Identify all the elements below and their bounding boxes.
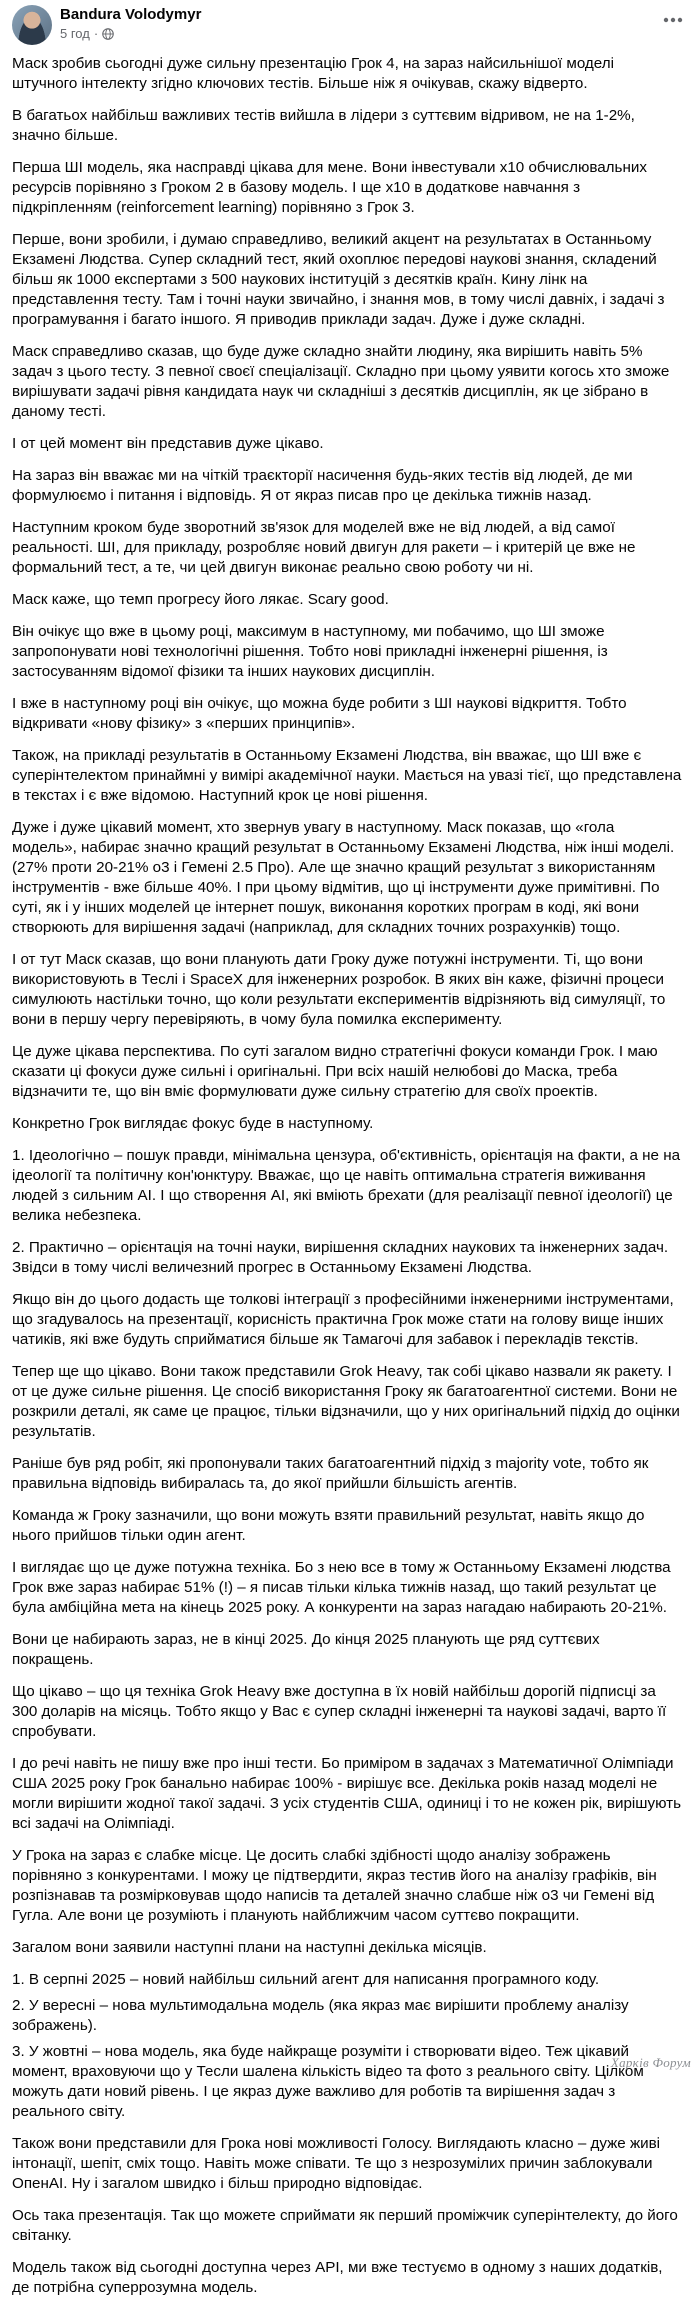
post-header	[12, 4, 687, 44]
post-paragraph: Конкретно Грок виглядає фокус буде в наступному.	[12, 1115, 374, 1132]
post-paragraph: І от тут Маск сказав, що вони планують дати Гроку дуже потужні інструменти. Ті, що вони використовують в Теслі і SpaceX для інженерних розробок. В яких він каже, фізичні процеси симулюють настільки точно, що коли результати експериментів відрізняють від симуляції, то вони в першу чергу перевіряють, в чому була помилка експерименту.	[12, 951, 666, 1028]
post-paragraph: І вже в наступному році він очікує, що можна буде робити з ШІ наукові відкриття. Тобто відкривати «нову фізику» з «перших принципів».	[12, 695, 627, 732]
post-paragraph: Модель також від сьогодні доступна через API, ми вже тестуємо в одному з наших додатків, де потрібна суперрозумна модель.	[12, 2259, 663, 2296]
post-paragraph: Маск зробив сьогодні дуже сильну презентацію Грок 4, на зараз найсильнішої моделі штучного інтелекту згідно ключових тестів. Більше ніж я очікував, скажу відверто.	[12, 55, 614, 92]
post-paragraph: Що цікаво – що ця техніка Grok Heavy вже доступна в їх новій найбільш дорогій підписці за 300 доларів на місяць. Тобто якщо у Вас є супер складні інженерні та наукові задачі, варто її спробувати.	[12, 1683, 667, 1740]
post-paragraph: І от цей момент він представив дуже цікаво.	[12, 435, 324, 452]
post-list-item: 2. У вересні – нова мультимодальна модель (яка якраз має вирішити проблему аналізу зображень).	[12, 1997, 629, 2034]
post-time[interactable]: 5 год	[60, 26, 90, 41]
post-paragraph: Ось така презентація. Так що можете сприймати як перший проміжчик суперінтелекту, до його світанку.	[12, 2207, 678, 2244]
post-list-item: 1. Ідеологічно – пошук правди, мінімальна цензура, об'єктивність, орієнтація на факти, а не на ідеології та політичну кон'юнктуру. Вважає, що це навіть оптимальна стратегія виживання людей з сильним AI. І що створення AI, які вміють брехати (для реалізації певної ідеології) це велика небезпека.	[12, 1147, 681, 1224]
post-list-item: 3. У жовтні – нова модель, яка буде найкраще розуміти і створювати відео. Теж цікавий момент, враховуючи що у Тесли шалена кількість відео та фото з реального світу. Цілком можуть дати новий рівень. І це якраз дуже важливо для роботів та вирішення задач з реального світу.	[12, 2043, 644, 2120]
post-paragraph: Наступним кроком буде зворотний зв'язок для моделей вже не від людей, а від самої реальності. ШІ, для прикладу, розробляє новий двигун для ракети – і критерій це вже не формальний тест, а те, чи цей двигун виконає реально свою роботу чи ні.	[12, 519, 636, 576]
post-paragraph: І до речі навіть не пишу вже про інші тести. Бо приміром в задачах з Математичної Олімпіади США 2025 року Грок банально набирає 100% - вирішує все. Декілька років назад моделі не могли вирішити жодної такої задачі. З усіх студентів США, одиниці і то не кожен рік, вирішують всі задачі на Олімпіаді.	[12, 1755, 681, 1832]
post-paragraph: Перше, вони зробили, і думаю справедливо, великий акцент на результатах в Останньому Екзамені Людства. Супер складний тест, який охоплює передові наукові знання, складений більш як 1000 експертами з 500 наукових інституцій з десятків країн. Кину лінк на представлення тесту. Там і точні науки звичайно, і знання мов, в тому числі давніх, і задачі з програмування і багато іншого. Я приводив приклади задач. Дуже і дуже складні.	[12, 231, 665, 328]
post-paragraph: Дуже і дуже цікавий момент, хто звернув увагу в наступному. Маск показав, що «гола модель», набирає значно кращий результат в Останньому Екзамені Людства, ніж інші моделі. (27% проти 20-21% о3 і Гемені 2.5 Про). Але ще значно кращий результат з використанням інструментів - вже більше 40%. І при цьому відмітив, що ці інструменти дуже примітивні. По суті, як і у інших моделей це інтернет пошук, виконання коротких програм в коді, які вони створюють для вирішення задачі (наприклад, для складних точних розрахунків) тощо.	[12, 819, 675, 936]
author-name[interactable]: Bandura Volodymyr	[60, 6, 202, 23]
post-paragraph: В багатьох найбільш важливих тестів вийшла в лідери з суттєвим відривом, не на 1-2%, значно більше.	[12, 107, 635, 144]
post-paragraph: Команда ж Гроку зазначили, що вони можуть взяти правильний результат, навіть якщо до нього прийшов тільки один агент.	[12, 1507, 645, 1544]
post-paragraph: На зараз він вважає ми на чіткій траєкторії насичення будь-яких тестів від людей, де ми формулюємо і питання і відповідь. Я от якраз писав про це декілька тижнів назад.	[12, 467, 633, 504]
post-paragraph: Вони це набирають зараз, не в кінці 2025. До кінця 2025 планують ще ряд суттєвих покращень.	[12, 1631, 600, 1668]
post-paragraph: У Грока на зараз є слабке місце. Це досить слабкі здібності щодо аналізу зображень порівняно з конкурентами. І можу це підтвердити, якраз тестив його на аналізу графіків, він розпізнавав та розмірковував щодо написів та деталей значно слабше ніж о3 чи Гемені від Гугла. Але вони це розуміють і планують найближчим часом суттєво покращити.	[12, 1847, 657, 1924]
post-paragraph: Загалом вони заявили наступні плани на наступні декілька місяців.	[12, 1939, 487, 1956]
post-meta	[60, 26, 114, 44]
post-paragraph: Також, на прикладі результатів в Останньому Екзамені Людства, він вважає, що ШІ вже є суперінтелектом принаймні у вимірі академічної науки. Мається на увазі тієї, що представлена в текстах і є вже відомою. Наступний крок це нові рішення.	[12, 747, 682, 804]
separator-dot: ·	[93, 26, 99, 41]
post-paragraph: Також вони представили для Грока нові можливості Голосу. Виглядають класно – дуже живі інтонації, шепіт, сміх тощо. Навіть може співати. Те що з незрозумілих причин заблокували ОпенАІ. Ну і загалом швидко і більш природно відповідає.	[12, 2135, 661, 2192]
post-paragraph: Маск каже, що темп прогресу його лякає. Scary good.	[12, 591, 389, 608]
post-list-item: 2. Практично – орієнтація на точні науки, вирішення складних наукових та інженерних задач. Звідси в тому числі величезний прогрес в Останньому Екзамені Людства.	[12, 1239, 669, 1276]
globe-icon[interactable]	[102, 28, 114, 44]
post-body	[12, 54, 682, 2310]
post-paragraph: Він очікує що вже в цьому році, максимум в наступному, ми побачимо, що ШІ зможе запропонувати нові технологічні рішення. Тобто нові прикладні інженерні рішення, із застосуванням відомої фізики та інших наукових дисциплін.	[12, 623, 608, 680]
post-paragraph: Раніше був ряд робіт, які пропонували таких багатоагентний підхід з majority vote, тобто як правильна відповідь вибиралась та, до якої прийшли більшість агентів.	[12, 1455, 649, 1492]
post-paragraph: Це дуже цікава перспектива. По суті загалом видно стратегічні фокуси команди Грок. І маю сказати ці фокуси дуже сильні і оригінальні. При всіх нашій нелюбові до Маска, треба відзначити те, що він вміє формулювати дуже сильну стратегію для своїх проектів.	[12, 1043, 658, 1100]
watermark: Харків Форум	[610, 2055, 691, 2070]
post-paragraph: Маск справедливо сказав, що буде дуже складно знайти людину, яка вирішить навіть 5% задач з цього тесту. З певної своєї спеціалізації. Складно при цьому уявити когось хто зможе вирішувати задачі рівня кандидата наук чи складніші з десятків дисциплін, як це зібрано в даному тесті.	[12, 343, 670, 420]
post-paragraph: Перша ШІ модель, яка насправді цікава для мене. Вони інвестували x10 обчислювальних ресурсів порівняно з Гроком 2 в базову модель. І ще x10 в додаткове навчання з підкріпленням (reinforcement learning) порівняно з Грок 3.	[12, 159, 647, 216]
post-paragraph: Тепер ще що цікаво. Вони також представили Grok Heavy, так собі цікаво назвали як ракету. І от це дуже сильне рішення. Це спосіб використання Гроку як багатоагентної системи. Вони не розкрили деталі, як саме це працює, тільки відзначили, що у них оригінальний підхід до оцінки результатів.	[12, 1363, 680, 1440]
post-list-item: 1. В серпні 2025 – новий найбільш сильний агент для написання програмного коду.	[12, 1971, 600, 1988]
post-paragraph: І виглядає що це дуже потужна техніка. Бо з нею все в тому ж Останньому Екзамені людства Грок вже зараз набирає 51% (!) – я писав тільки кілька тижнів назад, що такий результат це була амбіційна мета на кінець 2025 року. А конкуренти на зараз нагадаю набирають 20-21%.	[12, 1559, 671, 1616]
author-avatar[interactable]	[12, 5, 52, 45]
post-paragraph: Якщо він до цього додасть ще толкові інтеграції з професійними інженерними інструментами, що згадувалось на презентації, корисність практична Грок може стати на голову вище інших чатиків, які вже будуть сприйматися більше як Тамагочі для забавок і перекладів текстів.	[12, 1291, 674, 1348]
more-dots-icon[interactable]	[659, 10, 687, 30]
